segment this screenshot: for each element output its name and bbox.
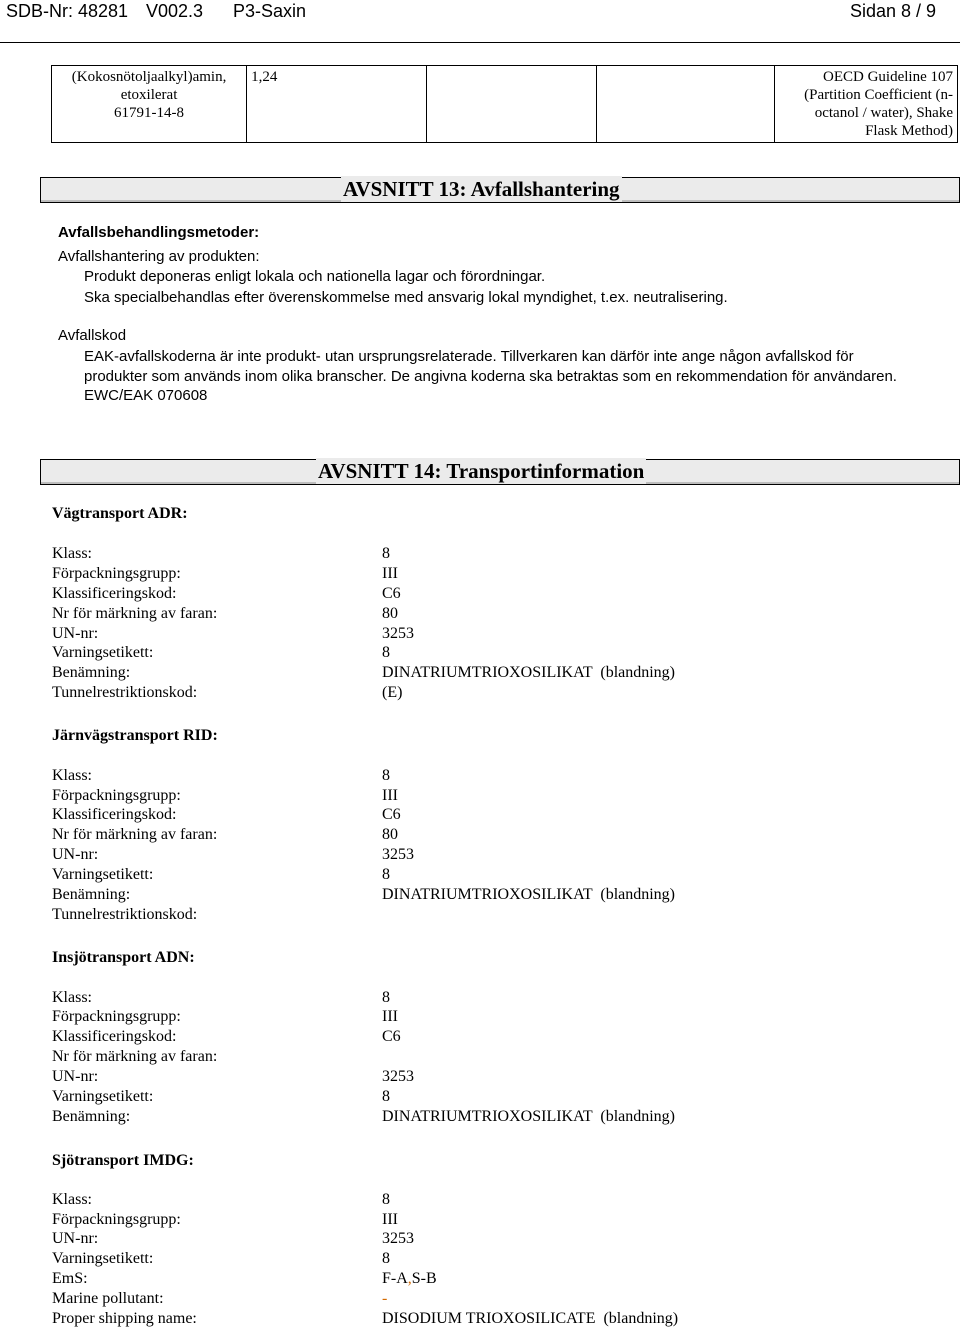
adr-value: 8 bbox=[382, 644, 390, 661]
adr-row bbox=[0, 644, 960, 664]
adn-label: Varningsetikett: bbox=[52, 1088, 154, 1105]
imdg-value: 3253 bbox=[382, 1230, 414, 1247]
doc-id: SDB-Nr: 48281 bbox=[6, 1, 129, 21]
rid-row bbox=[0, 886, 960, 906]
adn-label: Benämning: bbox=[52, 1108, 131, 1125]
imdg-row bbox=[0, 1250, 960, 1270]
rid-value: DINATRIUMTRIOXOSILIKAT (blandning) bbox=[382, 886, 676, 903]
component-cas-line: 61791-14-8 bbox=[114, 105, 185, 121]
imdg-row bbox=[0, 1310, 960, 1330]
method-line: OECD Guideline 107 bbox=[823, 69, 953, 85]
component-name-line: (Kokosnötoljaalkyl)amin, bbox=[71, 69, 227, 85]
product-waste-heading: Avfallshantering av produkten: bbox=[58, 248, 260, 265]
imdg-label: Proper shipping name: bbox=[52, 1310, 197, 1327]
adn-label: Klass: bbox=[52, 989, 92, 1006]
imdg-label: Marine pollutant: bbox=[52, 1290, 164, 1307]
rid-row bbox=[0, 866, 960, 886]
page-number: Sidan 8 / 9 bbox=[850, 1, 937, 21]
component-value-cell bbox=[247, 66, 427, 143]
adr-label: Klassificeringskod: bbox=[52, 585, 177, 602]
imdg-row bbox=[0, 1191, 960, 1211]
adr-label: Förpackningsgrupp: bbox=[52, 565, 181, 582]
adr-row bbox=[0, 684, 960, 704]
adn-row bbox=[0, 1108, 960, 1128]
adr-value: DINATRIUMTRIOXOSILIKAT (blandning) bbox=[382, 664, 676, 681]
adr-label: Nr för märkning av faran: bbox=[52, 605, 218, 622]
adn-value: 8 bbox=[382, 1088, 390, 1105]
imdg-row bbox=[0, 1270, 960, 1290]
adn-label: UN-nr: bbox=[52, 1068, 99, 1085]
adr-label: Klass: bbox=[52, 545, 92, 562]
marine-pollutant-value: - bbox=[382, 1290, 388, 1307]
waste-code-line: produkter som används inom olika branscher. De angivna koderna ska betraktas som en rekommendation för användaren. bbox=[84, 368, 897, 385]
rid-label: Varningsetikett: bbox=[52, 866, 154, 883]
rid-label: UN-nr: bbox=[52, 846, 99, 863]
rid-row bbox=[0, 906, 960, 926]
imdg-label: Förpackningsgrupp: bbox=[52, 1211, 181, 1228]
adr-label: Benämning: bbox=[52, 664, 131, 681]
adn-value: III bbox=[382, 1008, 398, 1025]
adr-row bbox=[0, 605, 960, 625]
adr-value: 3253 bbox=[382, 625, 414, 642]
imdg-row bbox=[0, 1290, 960, 1310]
rid-value: C6 bbox=[382, 806, 401, 823]
adr-value: C6 bbox=[382, 585, 401, 602]
rid-label: Förpackningsgrupp: bbox=[52, 787, 181, 804]
component-name-line: etoxilerat bbox=[120, 87, 178, 103]
adn-value: 8 bbox=[382, 989, 390, 1006]
product-waste-line: Ska specialbehandlas efter överenskommelse med ansvarig lokal myndighet, t.ex. neutralisering. bbox=[84, 289, 728, 306]
section-14-title: AVSNITT 14: Transportinformation bbox=[318, 459, 645, 483]
waste-code-heading: Avfallskod bbox=[58, 327, 127, 344]
waste-code-line: EAK-avfallskoderna är inte produkt- utan ursprungsrelaterade. Tillverkaren kan därför inte ange någon avfallskod för bbox=[84, 348, 854, 365]
adn-heading: Insjötransport ADN: bbox=[52, 949, 195, 966]
method-line: octanol / water), Shake bbox=[814, 105, 953, 121]
adn-label: Nr för märkning av faran: bbox=[52, 1048, 218, 1065]
method-line: Flask Method) bbox=[865, 123, 953, 139]
adn-value: DINATRIUMTRIOXOSILIKAT (blandning) bbox=[382, 1108, 676, 1125]
doc-version: V002.3 bbox=[146, 1, 204, 21]
adn-label: Klassificeringskod: bbox=[52, 1028, 177, 1045]
rid-row bbox=[0, 767, 960, 787]
adr-value: (E) bbox=[382, 684, 403, 701]
waste-methods-heading: Avfallsbehandlingsmetoder: bbox=[58, 224, 260, 241]
rid-label: Nr för märkning av faran: bbox=[52, 826, 218, 843]
adr-row bbox=[0, 585, 960, 605]
rid-value: III bbox=[382, 787, 398, 804]
adn-row bbox=[0, 1068, 960, 1088]
imdg-row bbox=[0, 1230, 960, 1250]
imdg-value: 8 bbox=[382, 1191, 390, 1208]
table-row bbox=[52, 66, 958, 143]
empty-cell bbox=[427, 66, 596, 143]
rid-row bbox=[0, 846, 960, 866]
header-divider bbox=[0, 42, 960, 43]
rid-label: Klassificeringskod: bbox=[52, 806, 177, 823]
adr-value: 8 bbox=[382, 545, 390, 562]
component-name-cell bbox=[52, 66, 247, 143]
adn-row bbox=[0, 1028, 960, 1048]
rid-row bbox=[0, 787, 960, 807]
adn-row bbox=[0, 1008, 960, 1028]
adr-value: III bbox=[382, 565, 398, 582]
imdg-label: UN-nr: bbox=[52, 1230, 99, 1247]
adr-row bbox=[0, 545, 960, 565]
adr-heading: Vägtransport ADR: bbox=[52, 505, 188, 522]
rid-label: Benämning: bbox=[52, 886, 131, 903]
adr-row bbox=[0, 625, 960, 645]
component-table bbox=[51, 65, 958, 143]
adn-row bbox=[0, 1048, 960, 1068]
component-value: 1,24 bbox=[251, 69, 278, 85]
adr-label: UN-nr: bbox=[52, 625, 99, 642]
adr-label: Varningsetikett: bbox=[52, 644, 154, 661]
rid-row bbox=[0, 806, 960, 826]
ems-part: S-B bbox=[411, 1270, 437, 1287]
component-method-cell bbox=[775, 66, 958, 143]
adr-label: Tunnelrestriktionskod: bbox=[52, 684, 198, 701]
rid-row bbox=[0, 826, 960, 846]
adn-value: C6 bbox=[382, 1028, 401, 1045]
imdg-row bbox=[0, 1211, 960, 1231]
method-line: (Partition Coefficient (n- bbox=[804, 87, 953, 103]
section-13-title: AVSNITT 13: Avfallshantering bbox=[343, 177, 620, 201]
adn-row bbox=[0, 989, 960, 1009]
imdg-label: Varningsetikett: bbox=[52, 1250, 154, 1267]
waste-code-ewc: EWC/EAK 070608 bbox=[84, 387, 208, 404]
rid-value: 8 bbox=[382, 767, 390, 784]
rid-label: Klass: bbox=[52, 767, 92, 784]
ems-separator: , bbox=[407, 1270, 412, 1287]
empty-cell bbox=[596, 66, 775, 143]
rid-heading: Järnvägstransport RID: bbox=[52, 727, 218, 744]
adr-row bbox=[0, 565, 960, 585]
adr-value: 80 bbox=[382, 605, 398, 622]
imdg-value: 8 bbox=[382, 1250, 390, 1267]
adr-row bbox=[0, 664, 960, 684]
product-name: P3-Saxin bbox=[233, 1, 307, 21]
rid-value: 3253 bbox=[382, 846, 414, 863]
adn-label: Förpackningsgrupp: bbox=[52, 1008, 181, 1025]
imdg-label: EmS: bbox=[52, 1270, 88, 1287]
ems-part: F-A bbox=[382, 1270, 408, 1287]
ems-value bbox=[382, 1270, 437, 1288]
rid-value: 80 bbox=[382, 826, 398, 843]
rid-label: Tunnelrestriktionskod: bbox=[52, 906, 198, 923]
imdg-heading: Sjötransport IMDG: bbox=[52, 1152, 194, 1169]
product-waste-line: Produkt deponeras enligt lokala och nationella lagar och förordningar. bbox=[84, 268, 546, 285]
adn-row bbox=[0, 1088, 960, 1108]
imdg-label: Klass: bbox=[52, 1191, 92, 1208]
adn-value: 3253 bbox=[382, 1068, 414, 1085]
imdg-value: DISODIUM TRIOXOSILICATE (blandning) bbox=[382, 1310, 679, 1327]
imdg-value: III bbox=[382, 1211, 398, 1228]
rid-value: 8 bbox=[382, 866, 390, 883]
